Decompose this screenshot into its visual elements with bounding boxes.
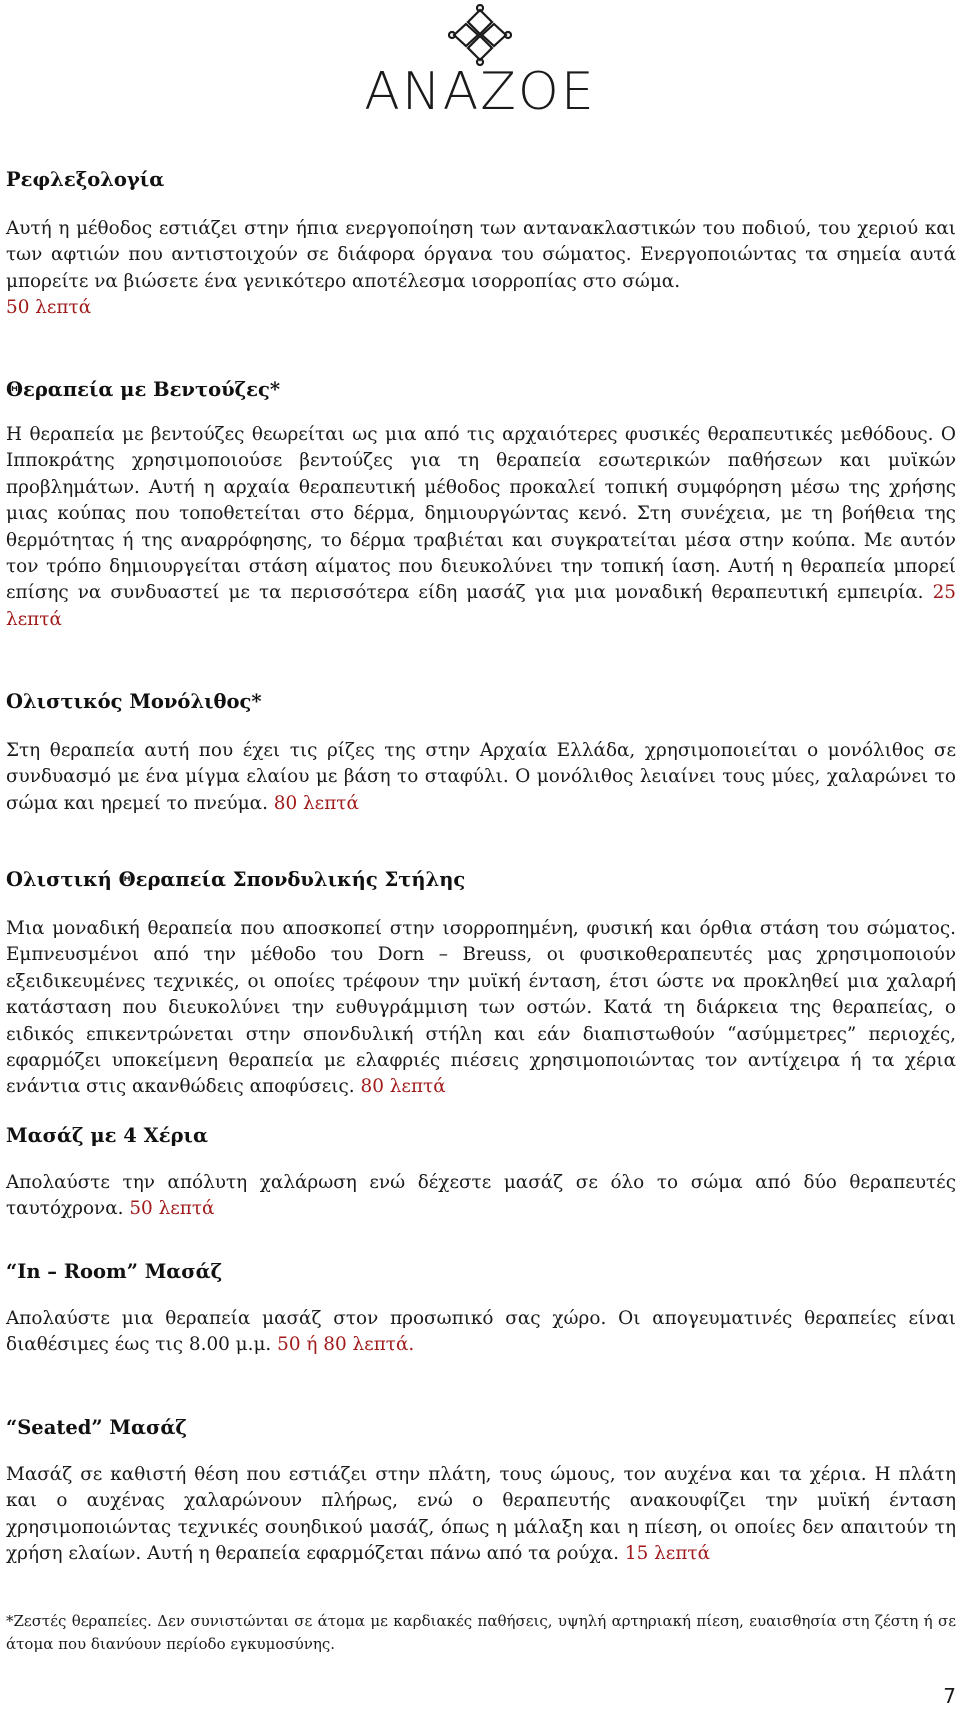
service-duration: 80 λεπτά xyxy=(360,1076,446,1098)
service-title: Θεραπεία με Βεντούζες* xyxy=(6,378,281,401)
service-title: Ρεφλεξολογία xyxy=(6,168,165,191)
service-spine-therapy xyxy=(6,866,956,1101)
service-title: “Seated” Μασάζ xyxy=(6,1416,187,1439)
service-text: Στη θεραπεία αυτή που έχει τις ρίζες της στην Αρχαία Ελλάδα, χρησιμοποιείται ο μονόλιθος σε συνδυασμό με ένα μίγμα ελαίου με βάση το σταφύλι. Ο μονόλιθος λειαίνει τους μύες, χαλαρώνει το σώμα και ηρεμεί το πνεύμα. xyxy=(6,740,956,814)
service-reflexology xyxy=(6,166,956,322)
service-text: Απολαύστε την απόλυτη χαλάρωση ενώ δέχεστε μασάζ σε όλο το σώμα από δύο θεραπευτές ταυτόχρονα. xyxy=(6,1172,956,1220)
service-text: Μασάζ σε καθιστή θέση που εστιάζει στην πλάτη, τους ώμους, τον αυχένα και τα χέρια. Η πλάτη και ο αυχένας χαλαρώνουν πλήρως, ενώ ο θεραπευτής ανακουφίζει την μυϊκή ένταση χρησιμοποιώντας τεχνικές σουηδικού μασάζ, όπως η μάλαξη και η πίεση, οι οποίες δεν απαιτούν τη χρήση ελαίων. Αυτή η θεραπεία εφαρμόζεται πάνω από τα ρούχα. xyxy=(6,1464,956,1565)
service-title: Ολιστικός Μονόλιθος* xyxy=(6,690,262,713)
service-title: Ολιστική Θεραπεία Σπονδυλικής Στήλης xyxy=(6,868,466,891)
brand-logo xyxy=(0,0,960,120)
service-description xyxy=(6,738,956,817)
service-description xyxy=(6,422,956,633)
service-duration: 50 ή 80 λεπτά. xyxy=(277,1334,415,1356)
service-text: Μια μοναδική θεραπεία που αποσκοπεί στην ισορροπημένη, φυσική και όρθια στάση του σώματος. Εμπνευσμένοι από την μέθοδο του Dorn – Breuss, οι φυσικοθεραπευτές μας χρησιμοποιούν εξειδικευμένες τεχνικές, οι οποίες τρέφουν την μυϊκή ένταση, έτσι ώστε να προκληθεί μια χαλαρή κατάσταση που διευκολύνει την ευθυγράμμιση των οστών. Κατά τη διάρκεια της θεραπείας, ο ειδικός επικεντρώνεται στην σπονδυλική στήλη και εάν διαπιστωθούν “ασύμμετρες” περιοχές, εφαρμόζει υποκείμενη θεραπεία με ελαφριές πιέσεις χρησιμοποιώντας τον αντίχειρα ή τα χέρια ενάντια στις ακανθώδεις αποφύσεις. xyxy=(6,918,956,1098)
service-duration: 50 λεπτά xyxy=(129,1198,215,1220)
service-description xyxy=(6,1170,956,1223)
service-description xyxy=(6,916,956,1101)
footnote: *Ζεστές θεραπείες. Δεν συνιστώνται σε άτομα με καρδιακές παθήσεις, υψηλή αρτηριακή πίεση, ευαισθησία στη ζέστη ή σε άτομα που διανύουν περίοδο εγκυμοσύνης. xyxy=(6,1612,956,1653)
service-duration: 25 λεπτά xyxy=(6,582,956,630)
service-text: Απολαύστε μια θεραπεία μασάζ στον προσωπικό σας χώρο. Οι απογευματινές θεραπείες είναι διαθέσιμες έως τις 8.00 μ.μ. xyxy=(6,1308,956,1356)
service-seated xyxy=(6,1414,956,1568)
service-title: Μασάζ με 4 Χέρια xyxy=(6,1124,208,1147)
service-description xyxy=(6,1306,956,1359)
service-monolith xyxy=(6,688,956,817)
service-duration: 50 λεπτά xyxy=(6,297,92,319)
service-text: Αυτή η μέθοδος εστιάζει στην ήπια ενεργοποίηση των αντανακλαστικών του ποδιού, του χεριού και των αφτιών που αντιστοιχούν σε διάφορα όργανα του σώματος. Ενεργοποιώντας τα σημεία αυτά μπορείτε να βιώσετε ένα γενικότερο αποτέλεσμα ισορροπίας στο σώμα. xyxy=(6,218,956,292)
service-cupping xyxy=(6,376,956,633)
service-in-room xyxy=(6,1258,956,1359)
service-duration: 15 λεπτά xyxy=(624,1543,711,1565)
service-text: Η θεραπεία με βεντούζες θεωρείται ως μια από τις αρχαιότερες φυσικές θεραπευτικές μεθόδους. Ο Ιπποκράτης χρησιμοποιούσε βεντούζες για τη θεραπεία εσωτερικών παθήσεων και μυϊκών προβλημάτων. Αυτή η αρχαία θεραπευτική μέθοδος προκαλεί τοπική συμφόρηση μέσω της χρήσης μιας κούπας που τοποθετείται στο δέρμα, δημιουργώντας κενό. Στη συνέχεια, με τη βοήθεια της θερμότητας ή της αναρρόφησης, το δέρμα τραβιέται και συγκρατείται μέσα στην κούπα. Με αυτόν τον τρόπο δημιουργείται στάση αίματος που διευκολύνει την τοπική ίαση. Αυτή η θεραπεία μπορεί επίσης να συνδυαστεί με τα περισσότερα είδη μασάζ για μια μοναδική θεραπευτική εμπειρία. xyxy=(6,424,956,604)
service-description xyxy=(6,1462,956,1568)
brand-name: ANAZOE xyxy=(364,62,596,122)
service-duration: 80 λεπτά xyxy=(273,792,359,814)
service-title: “In – Room” Μασάζ xyxy=(6,1260,223,1283)
page-number: 7 xyxy=(943,1684,956,1708)
ornamental-knot-icon xyxy=(448,4,512,66)
service-four-hands xyxy=(6,1122,956,1223)
service-description xyxy=(6,216,956,322)
